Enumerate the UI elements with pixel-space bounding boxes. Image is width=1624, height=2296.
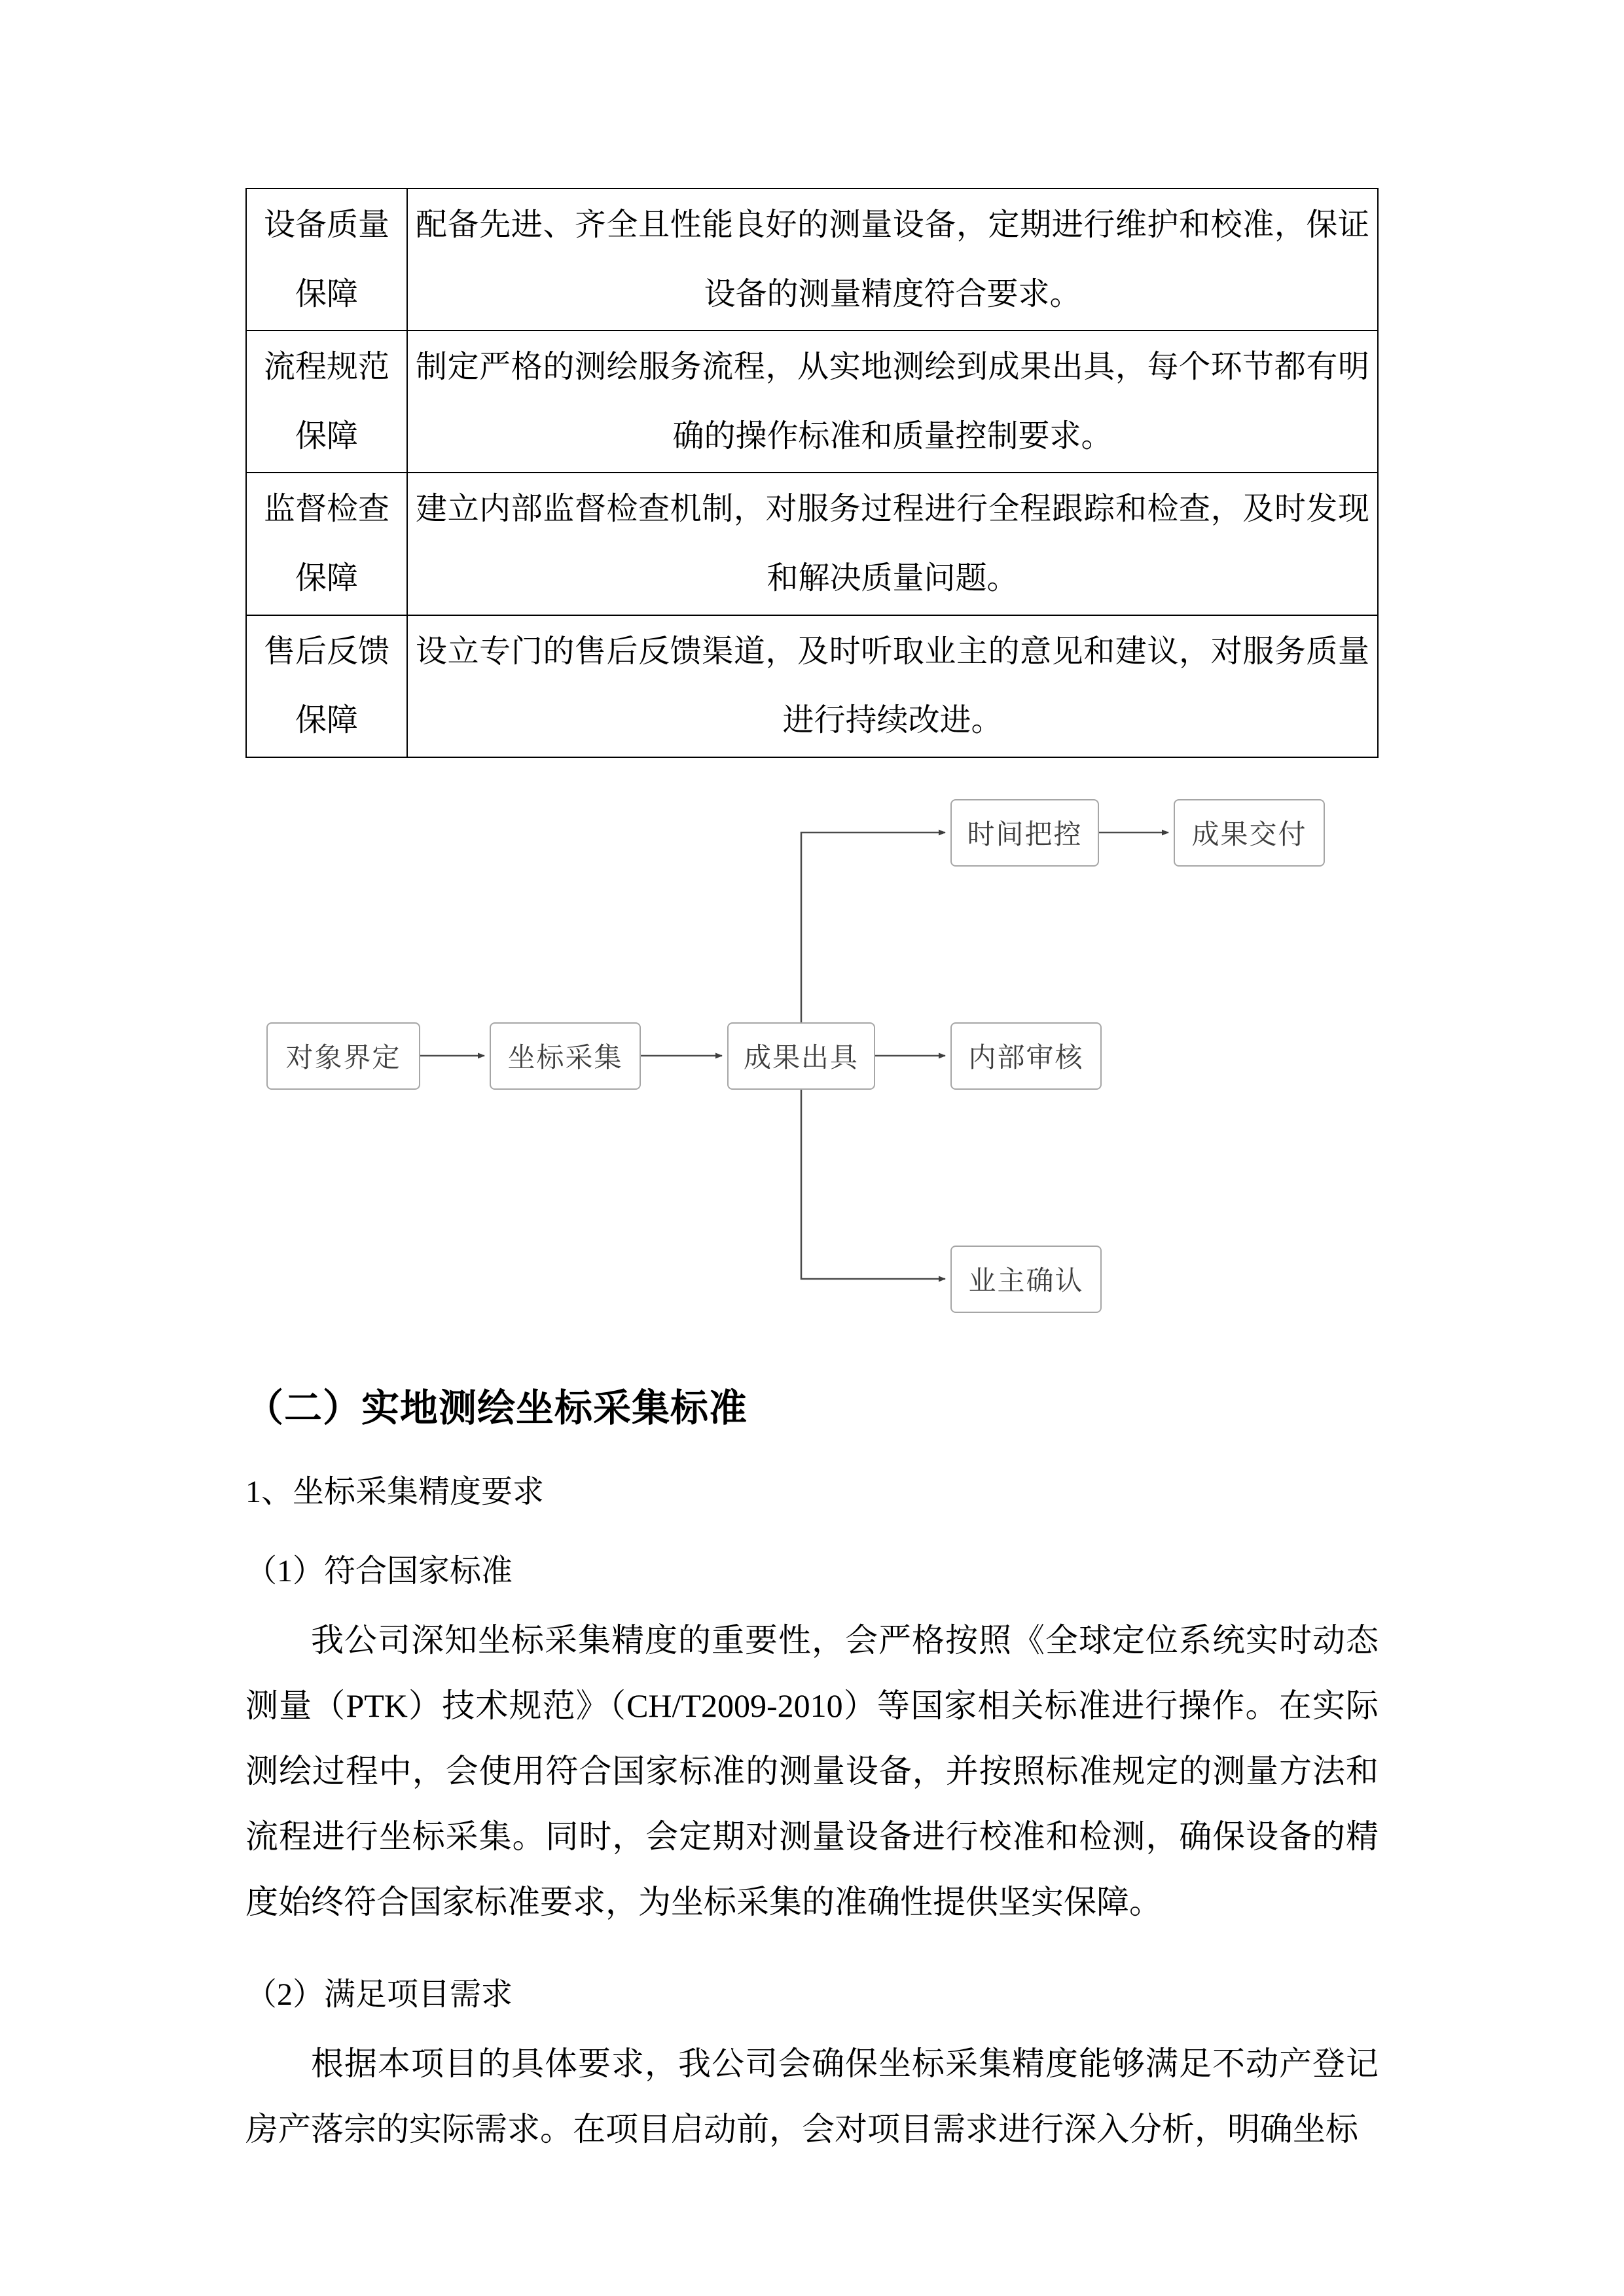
- flow-node-coordinate-collection: 坐标采集: [490, 1022, 641, 1090]
- flow-node-internal-review: 内部审核: [950, 1022, 1102, 1090]
- guarantee-table: [245, 188, 1379, 758]
- paragraph-project-needs: 根据本项目的具体要求，我公司会确保坐标采集精度能够满足不动产登记房产落宗的实际需求。在项目启动前，会对项目需求进行深入分析，明确坐标: [245, 2045, 1379, 2147]
- paragraph-national-standard: 我公司深知坐标采集精度的重要性，会严格按照《全球定位系统实时动态测量（PTK）技术规范》（CH/T2009-2010）等国家相关标准进行操作。在实际测绘过程中，会使用符合国家标准的测量设备，并按照标准规定的测量方法和流程进行坐标采集。同时，会定期对测量设备进行校准和检测，确保设备的精度始终符合国家标准要求，为坐标采集的准确性提供坚实保障。: [245, 1621, 1379, 1920]
- table-cell-term: 设备质量保障: [246, 188, 407, 331]
- page-content: [245, 188, 1379, 2162]
- subsection-title-1-2: （2）满足项目需求: [245, 1977, 513, 2012]
- table-row: [246, 473, 1378, 615]
- table-cell-term: 售后反馈保障: [246, 615, 407, 757]
- table-cell-desc: 制定严格的测绘服务流程，从实地测绘到成果出具，每个环节都有明确的操作标准和质量控制要求。: [407, 331, 1378, 473]
- flow-node-time-control: 时间把控: [950, 799, 1099, 867]
- table-cell-term: 流程规范保障: [246, 331, 407, 473]
- process-flowchart: [245, 787, 1379, 1330]
- subsection-title-1: 1、坐标采集精度要求: [245, 1474, 545, 1509]
- section-heading: （二）实地测绘坐标采集标准: [245, 1386, 748, 1429]
- flow-node-result-output: 成果出具: [727, 1022, 875, 1090]
- table-row: [246, 615, 1378, 757]
- flow-node-result-delivery: 成果交付: [1174, 799, 1325, 867]
- table-cell-desc: 配备先进、齐全且性能良好的测量设备，定期进行维护和校准，保证设备的测量精度符合要求。: [407, 188, 1378, 331]
- table-cell-desc: 设立专门的售后反馈渠道，及时听取业主的意见和建议，对服务质量进行持续改进。: [407, 615, 1378, 757]
- table-row: [246, 331, 1378, 473]
- flow-node-owner-confirmation: 业主确认: [950, 1246, 1102, 1313]
- table-cell-term: 监督检查保障: [246, 473, 407, 615]
- flow-node-object-definition: 对象界定: [266, 1022, 420, 1090]
- table-row: [246, 188, 1378, 331]
- subsection-title-1-1: （1）符合国家标准: [245, 1553, 513, 1588]
- table-cell-desc: 建立内部监督检查机制，对服务过程进行全程跟踪和检查，及时发现和解决质量问题。: [407, 473, 1378, 615]
